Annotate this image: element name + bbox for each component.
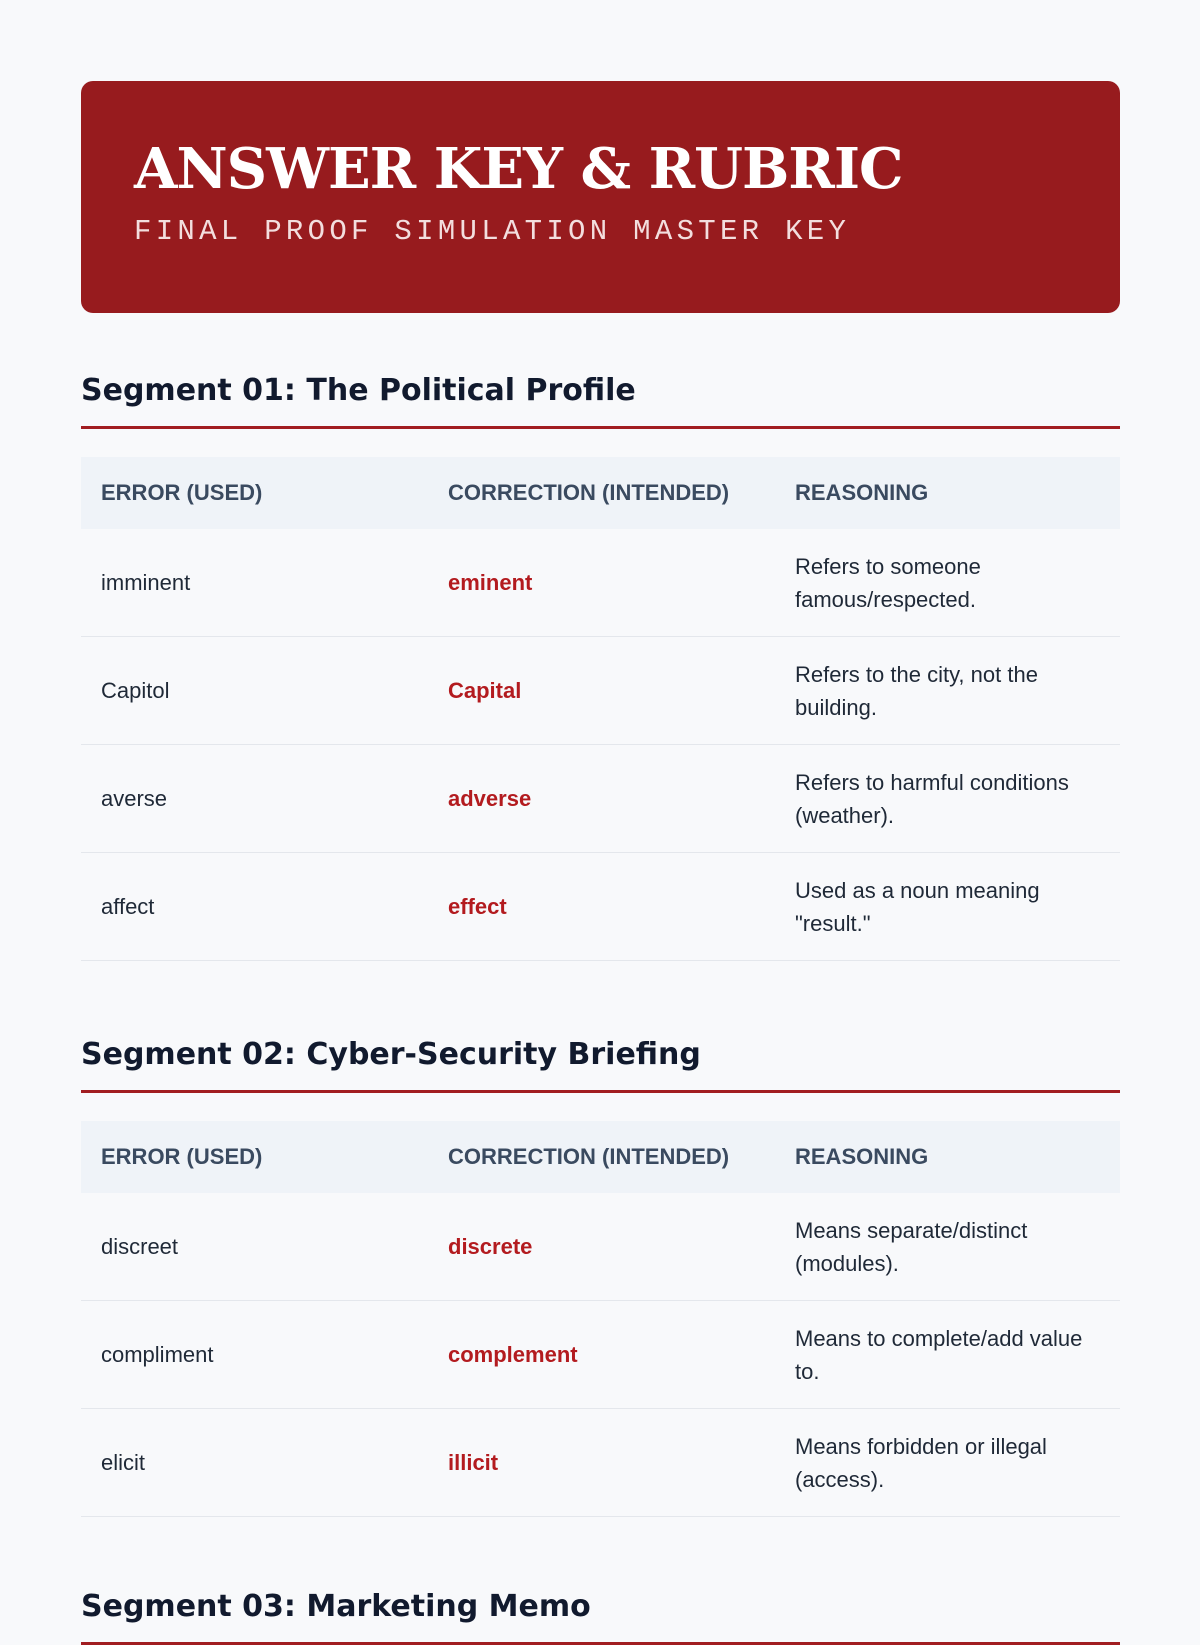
column-header-reasoning: REASONING — [795, 480, 929, 505]
table-row — [81, 853, 1120, 961]
reasoning-cell: Refers to harmful conditions (weather). — [775, 745, 1120, 853]
reasoning-cell: Refers to someone famous/respected. — [775, 529, 1120, 637]
table-row — [81, 1409, 1120, 1517]
header-banner — [81, 81, 1120, 313]
table-row — [81, 529, 1120, 637]
column-header-correction: CORRECTION (INTENDED) — [448, 480, 730, 505]
error-cell: imminent — [81, 529, 428, 637]
answer-table — [81, 1121, 1120, 1517]
correction-cell: adverse — [428, 745, 775, 853]
column-header-correction: CORRECTION (INTENDED) — [448, 1144, 730, 1169]
table-header-row — [81, 457, 1120, 529]
error-cell: averse — [81, 745, 428, 853]
segment-03 — [81, 1589, 1120, 1645]
segment-title: Segment 03: Marketing Memo — [81, 1589, 1120, 1645]
segment-title: Segment 01: The Political Profile — [81, 373, 1120, 429]
column-header-error: ERROR (USED) — [101, 480, 263, 505]
segment-02 — [81, 1037, 1120, 1517]
table-row — [81, 1193, 1120, 1301]
error-cell: Capitol — [81, 637, 428, 745]
column-header-reasoning: REASONING — [795, 1144, 929, 1169]
table-row — [81, 637, 1120, 745]
reasoning-cell: Means forbidden or illegal (access). — [775, 1409, 1120, 1517]
correction-cell: eminent — [428, 529, 775, 637]
correction-cell: discrete — [428, 1193, 775, 1301]
table-header-row — [81, 1121, 1120, 1193]
reasoning-cell: Means to complete/add value to. — [775, 1301, 1120, 1409]
page-subtitle: FINAL PROOF SIMULATION MASTER KEY — [134, 215, 851, 248]
column-header-error: ERROR (USED) — [101, 1144, 263, 1169]
correction-cell: Capital — [428, 637, 775, 745]
table-row — [81, 1301, 1120, 1409]
error-cell: compliment — [81, 1301, 428, 1409]
error-cell: discreet — [81, 1193, 428, 1301]
answer-table — [81, 457, 1120, 961]
correction-cell: effect — [428, 853, 775, 961]
reasoning-cell: Used as a noun meaning "result." — [775, 853, 1120, 961]
table-row — [81, 745, 1120, 853]
segment-title: Segment 02: Cyber-Security Briefing — [81, 1037, 1120, 1093]
error-cell: affect — [81, 853, 428, 961]
error-cell: elicit — [81, 1409, 428, 1517]
answer-key-page — [81, 81, 1120, 1645]
correction-cell: complement — [428, 1301, 775, 1409]
correction-cell: illicit — [428, 1409, 775, 1517]
segment-01 — [81, 373, 1120, 961]
page-title: ANSWER KEY & RUBRIC — [134, 136, 903, 202]
reasoning-cell: Refers to the city, not the building. — [775, 637, 1120, 745]
reasoning-cell: Means separate/distinct (modules). — [775, 1193, 1120, 1301]
